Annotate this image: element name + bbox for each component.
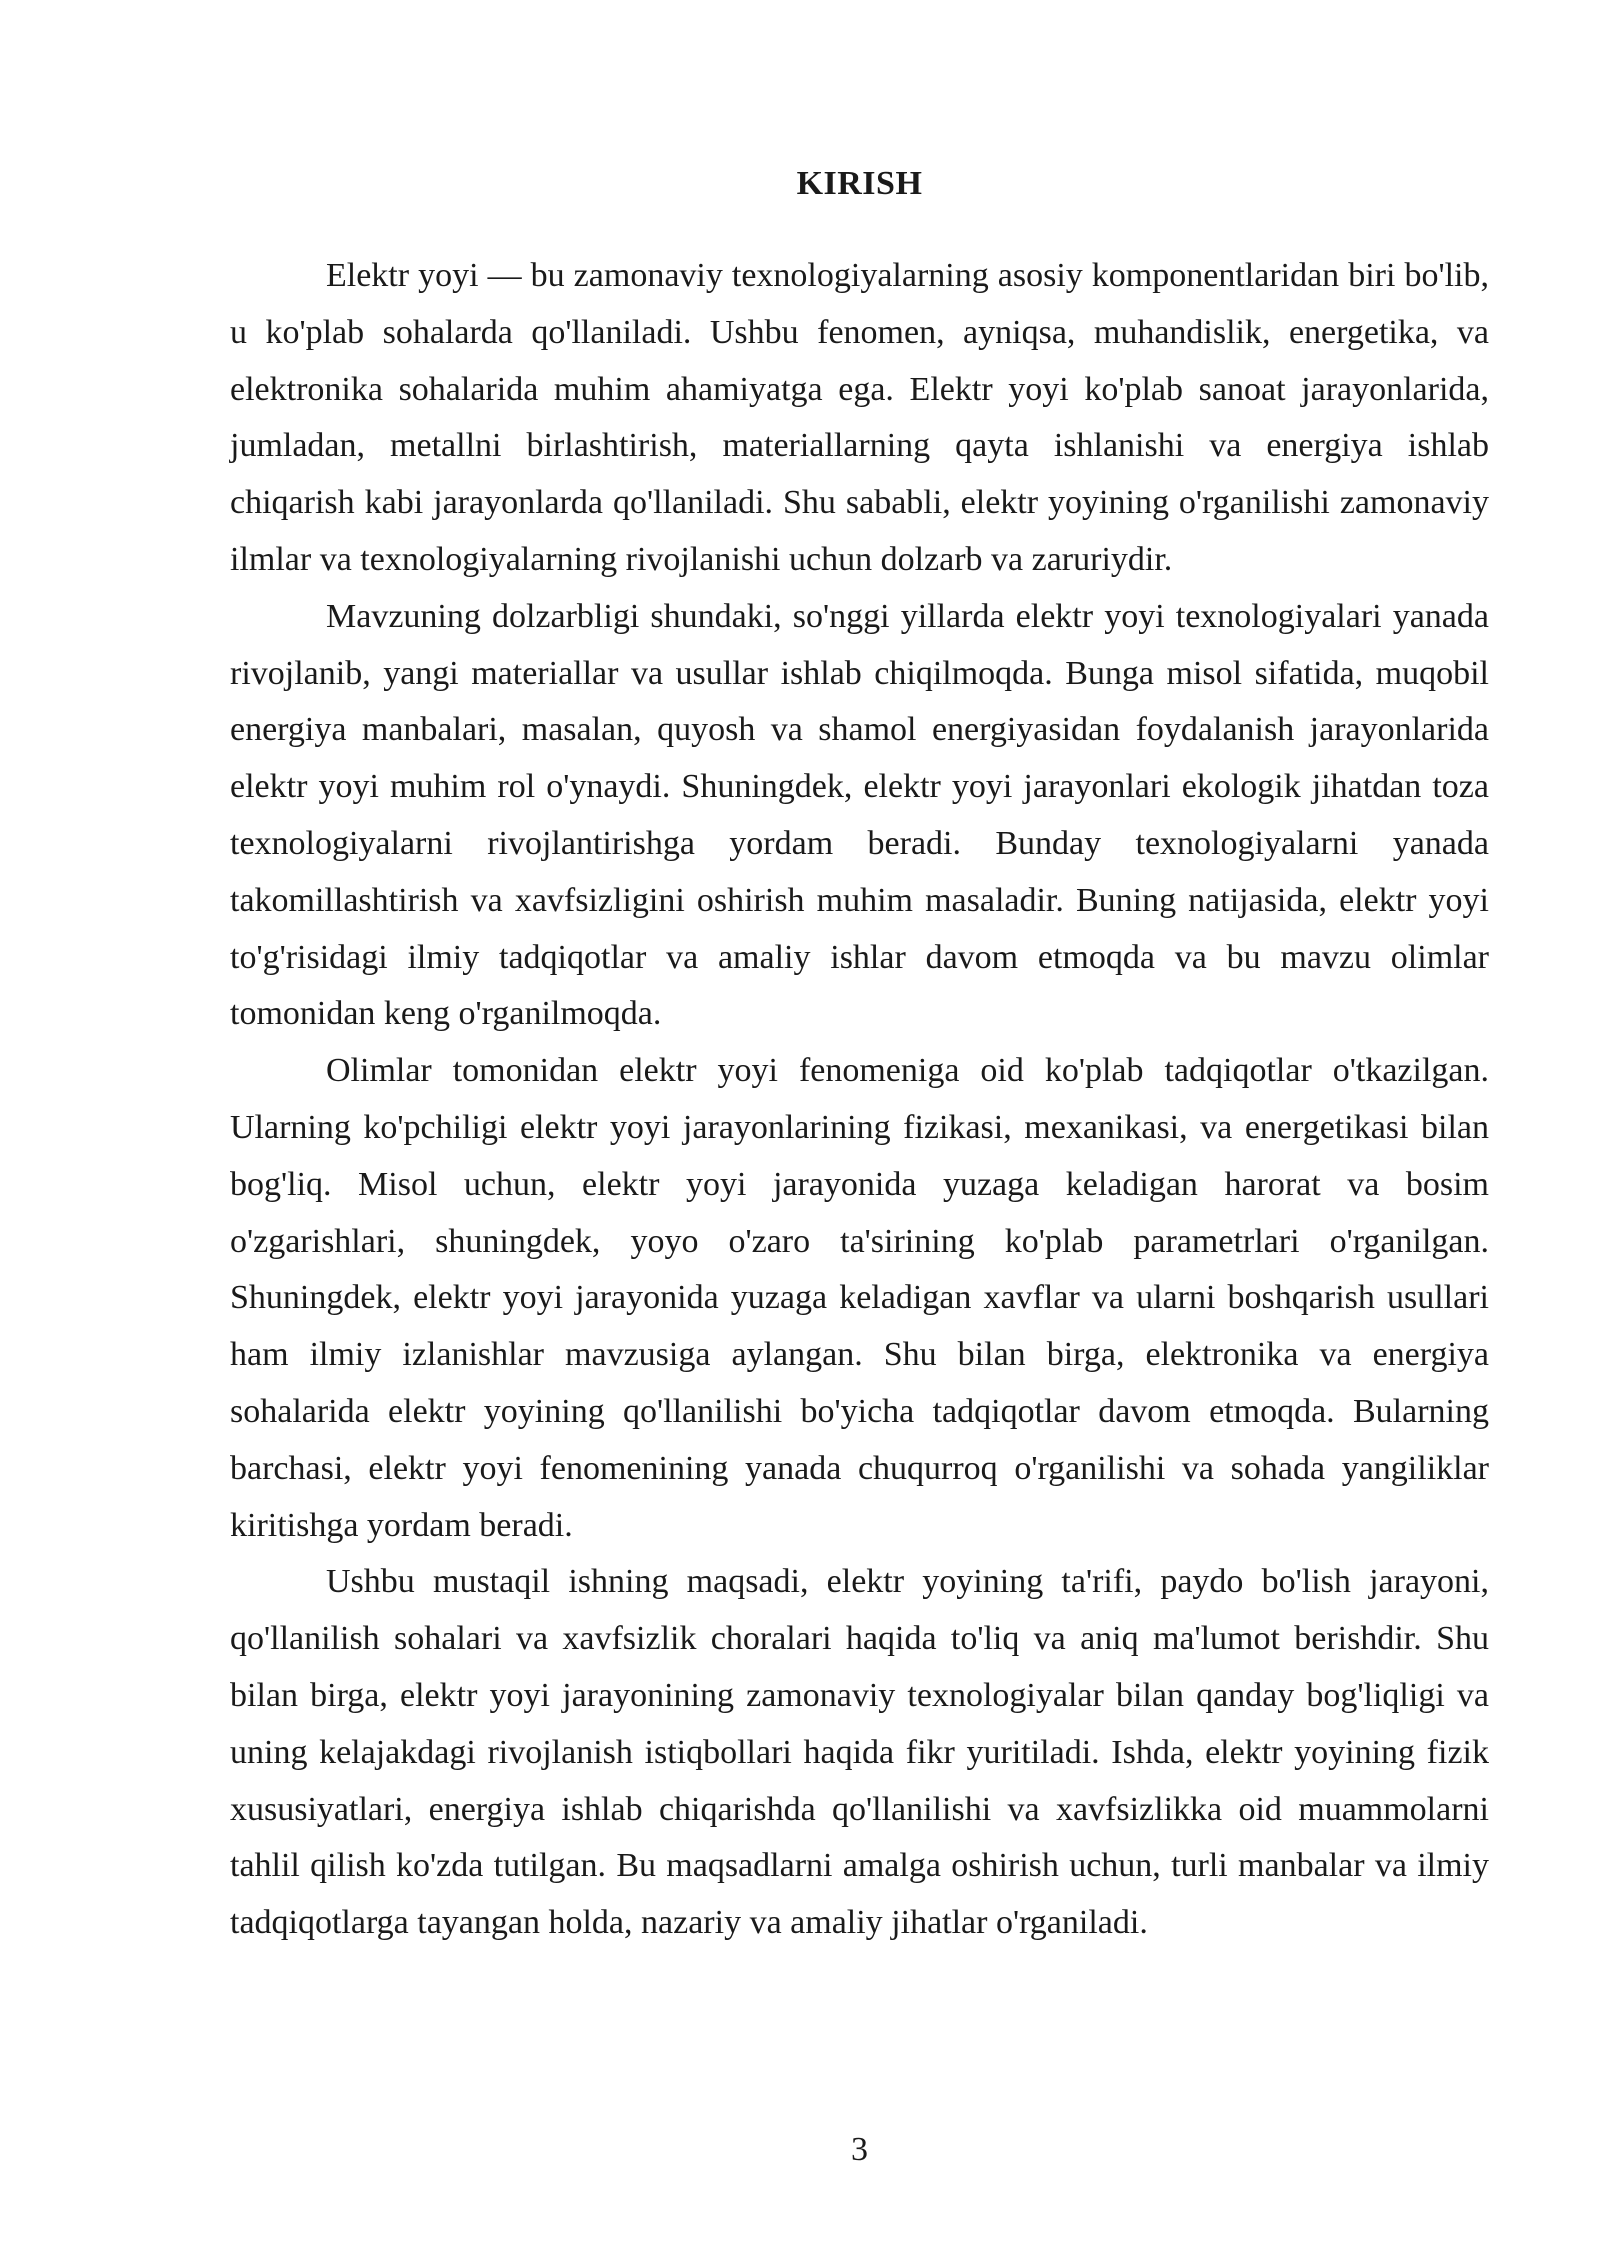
paragraph-2: Mavzuning dolzarbligi shundaki, so'nggi yillarda elektr yoyi texnologiyalari yanada rivojlanib, yangi materiallar va usullar ishlab chiqilmoqda. Bunga misol sifatida, muqobil energiya manbalari, masalan, quyosh va shamol energiyasidan foydalanish jarayonlarida elektr yoyi muhim rol o'ynaydi. Shuningdek, elektr yoyi jarayonlari ekologik jihatdan toza texnologiyalarni rivojlantirishga yordam beradi. Bunday texnologiyalarni yanada takomillashtirish va xavfsizligini oshirish muhim masaladir. Buning natijasida, elektr yoyi to'g'risidagi ilmiy tadqiqotlar va amaliy ishlar davom etmoqda va bu mavzu olimlar tomonidan keng o'rganilmoqda. [230, 597, 1489, 1033]
paragraph-1: Elektr yoyi — bu zamonaviy texnologiyalarning asosiy komponentlaridan biri bo'lib, u ko'plab sohalarda qo'llaniladi. Ushbu fenomen, ayniqsa, muhandislik, energetika, va elektronika sohalarida muhim ahamiyatga ega. Elektr yoyi ko'plab sanoat jarayonlarida, jumladan, metallni birlashtirish, materiallarning qayta ishlanishi va energiya ishlab chiqarish kabi jarayonlarda qo'llaniladi. Shu sababli, elektr yoyining o'rganilishi zamonaviy ilmlar va texnologiyalarning rivojlanishi uchun dolzarb va zaruriydir. [230, 257, 1489, 578]
paragraph-3: Olimlar tomonidan elektr yoyi fenomeniga oid ko'plab tadqiqotlar o'tkazilgan. Ularning ko'pchiligi elektr yoyi jarayonlarining fizikasi, mexanikasi, va energetikasi bilan bog'liq. Misol uchun, elektr yoyi jarayonida yuzaga keladigan harorat va bosim o'zgarishlari, shuningdek, yoyo o'zaro ta'sirining ko'plab parametrlari o'rganilgan. Shuningdek, elektr yoyi jarayonida yuzaga keladigan xavflar va ularni boshqarish usullari ham ilmiy izlanishlar mavzusiga aylangan. Shu bilan birga, elektronika va energiya sohalarida elektr yoyining qo'llanilishi bo'yicha tadqiqotlar davom etmoqda. Bularning barchasi, elektr yoyi fenomenining yanada chuqurroq o'rganilishi va sohada yangiliklar kiritishga yordam beradi. [230, 1052, 1489, 1544]
body-text [230, 248, 1489, 1952]
page-number: 3 [851, 2131, 868, 2168]
paragraph-4: Ushbu mustaqil ishning maqsadi, elektr yoyining ta'rifi, paydo bo'lish jarayoni, qo'llanilish sohalari va xavfsizlik choralari haqida to'liq va aniq ma'lumot berishdir. Shu bilan birga, elektr yoyi jarayonining zamonaviy texnologiyalar bilan qanday bog'liqligi va uning kelajakdagi rivojlanish istiqbollari haqida fikr yuritiladi. Ishda, elektr yoyining fizik xususiyatlari, energiya ishlab chiqarishda qo'llanilishi va xavfsizlikka oid muammolarni tahlil qilish ko'zda tutilgan. Bu maqsadlarni amalga oshirish uchun, turli manbalar va ilmiy tadqiqotlarga tayangan holda, nazariy va amaliy jihatlar o'rganiladi. [230, 1563, 1489, 1942]
page-title: KIRISH [796, 165, 923, 202]
